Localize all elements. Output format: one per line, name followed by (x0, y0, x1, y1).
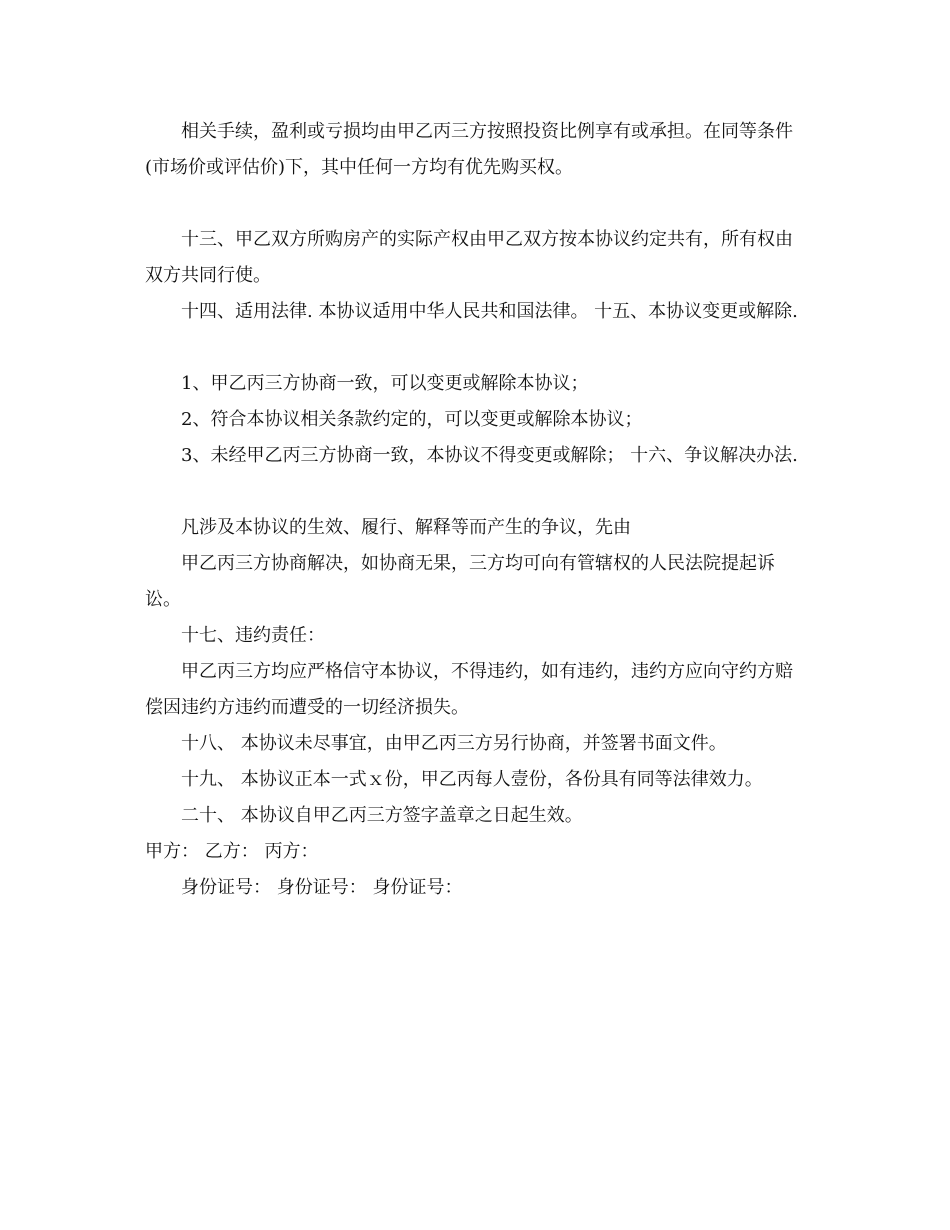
paragraph-clause-19: 十九、 本协议正本一式ｘ份，甲乙丙每人壹份，各份具有同等法律效力。 (181, 769, 763, 790)
signature-id-numbers: 身份证号： 身份证号： 身份证号： (181, 877, 463, 898)
paragraph-clause-17-title: 十七、违约责任： (181, 625, 325, 646)
paragraph-dispute-intro: 凡涉及本协议的生效、履行、解释等而产生的争议，先由 (181, 517, 631, 538)
paragraph-clause-18: 十八、 本协议未尽事宜，由甲乙丙三方另行协商，并签署书面文件。 (181, 733, 727, 754)
paragraph-item-1: 1、甲乙丙三方协商一致，可以变更或解除本协议； (181, 373, 589, 394)
paragraph-procedures: 相关手续，盈利或亏损均由甲乙丙三方按照投资比例享有或承担。在同等条件(市场价或评估价)下，其中任何一方均有优先购买权。 (145, 121, 793, 178)
paragraph-item-2: 2、符合本协议相关条款约定的，可以变更或解除本协议； (181, 409, 643, 430)
paragraph-clause-14-15: 十四、适用法律. 本协议适用中华人民共和国法律。 十五、本协议变更或解除. (181, 301, 798, 322)
paragraph-clause-17-body: 甲乙丙三方均应严格信守本协议，不得违约，如有违约，违约方应向守约方赔偿因违约方违约而遭受的一切经济损失。 (145, 661, 793, 718)
signature-parties: 甲方： 乙方： 丙方： (145, 841, 319, 862)
paragraph-item-3-clause-16: 3、未经甲乙丙三方协商一致，本协议不得变更或解除； 十六、争议解决办法. (181, 445, 798, 466)
paragraph-clause-20: 二十、 本协议自甲乙丙三方签字盖章之日起生效。 (181, 805, 583, 826)
paragraph-clause-13: 十三、甲乙双方所购房产的实际产权由甲乙双方按本协议约定共有，所有权由双方共同行使。 (145, 229, 793, 286)
paragraph-dispute-resolution: 甲乙丙三方协商解决，如协商无果，三方均可向有管辖权的人民法院提起诉讼。 (145, 553, 775, 610)
